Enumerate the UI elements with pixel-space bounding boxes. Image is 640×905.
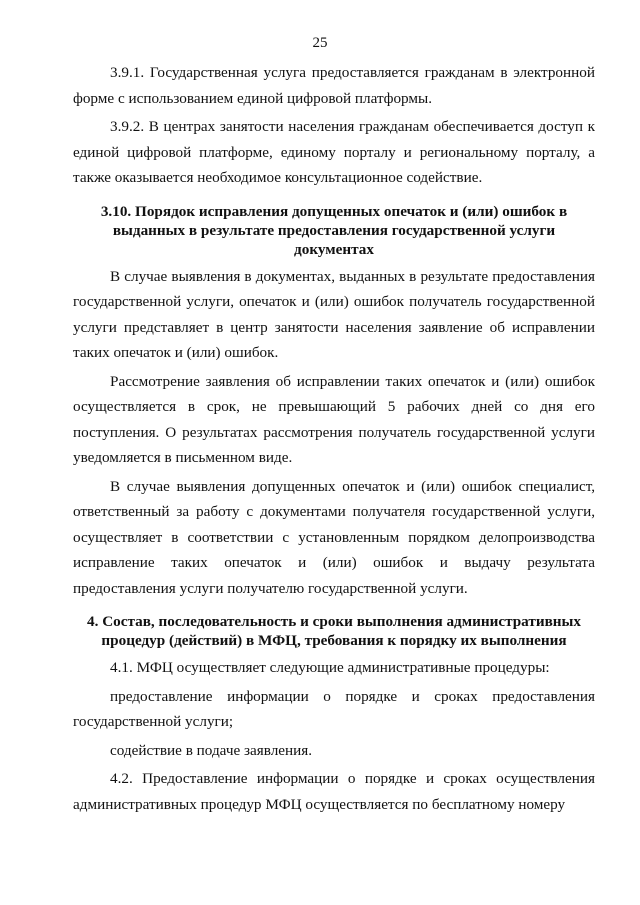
- document-body: [73, 60, 595, 820]
- paragraph-correction: В случае выявления допущенных опечаток и (или) ошибок специалист, ответственный за работу с документами получателя государственной услуги, осуществляет в соответствии с установленным порядком делопроизводства исправление таких опечаток и (или) ошибок и выдачу результата предоставления услуги получателю государственной услуги.: [73, 477, 595, 597]
- section-heading-3-10: 3.10. Порядок исправления допущенных опечаток и (или) ошибок в выданных в результате предоставления государственной услуги документах: [100, 202, 568, 258]
- paragraph-4-1: 4.1. МФЦ осуществляет следующие административные процедуры:: [110, 659, 550, 676]
- paragraph-3-9-2: 3.9.2. В центрах занятости населения гражданам обеспечивается доступ к единой цифровой платформе, единому порталу и региональному порталу, а также оказывается необходимое консультационное содействие.: [73, 118, 595, 186]
- paragraph-review-term: Рассмотрение заявления об исправлении таких опечаток и (или) ошибок осуществляется в срок, не превышающий 5 рабочих дней со дня его поступления. О результатах рассмотрения получатель государственной услуги уведомляется в письменном виде.: [73, 372, 595, 466]
- list-item-assistance: содействие в подаче заявления.: [110, 741, 313, 759]
- section-heading-4: 4. Состав, последовательность и сроки выполнения административных процедур (действий) в МФЦ, требования к порядку их выполнения: [87, 613, 581, 649]
- paragraph-3-9-1: 3.9.1. Государственная услуга предоставляется гражданам в электронной форме с использованием единой цифровой платформы.: [73, 64, 595, 107]
- paragraph-error-detection: В случае выявления в документах, выданных в результате предоставления государственной услуги, опечаток и (или) ошибок получатель государственной услуги представляет в центр занятости населения заявление об исправлении таких опечаток и (или) ошибок.: [73, 267, 595, 361]
- page-number: 25: [312, 35, 328, 51]
- paragraph-4-2: 4.2. Предоставление информации о порядке и сроках осуществления административных процедур МФЦ осуществляется по бесплатному номеру: [73, 770, 595, 813]
- list-item-information: предоставление информации о порядке и сроках предоставления государственной услуги;: [73, 687, 595, 730]
